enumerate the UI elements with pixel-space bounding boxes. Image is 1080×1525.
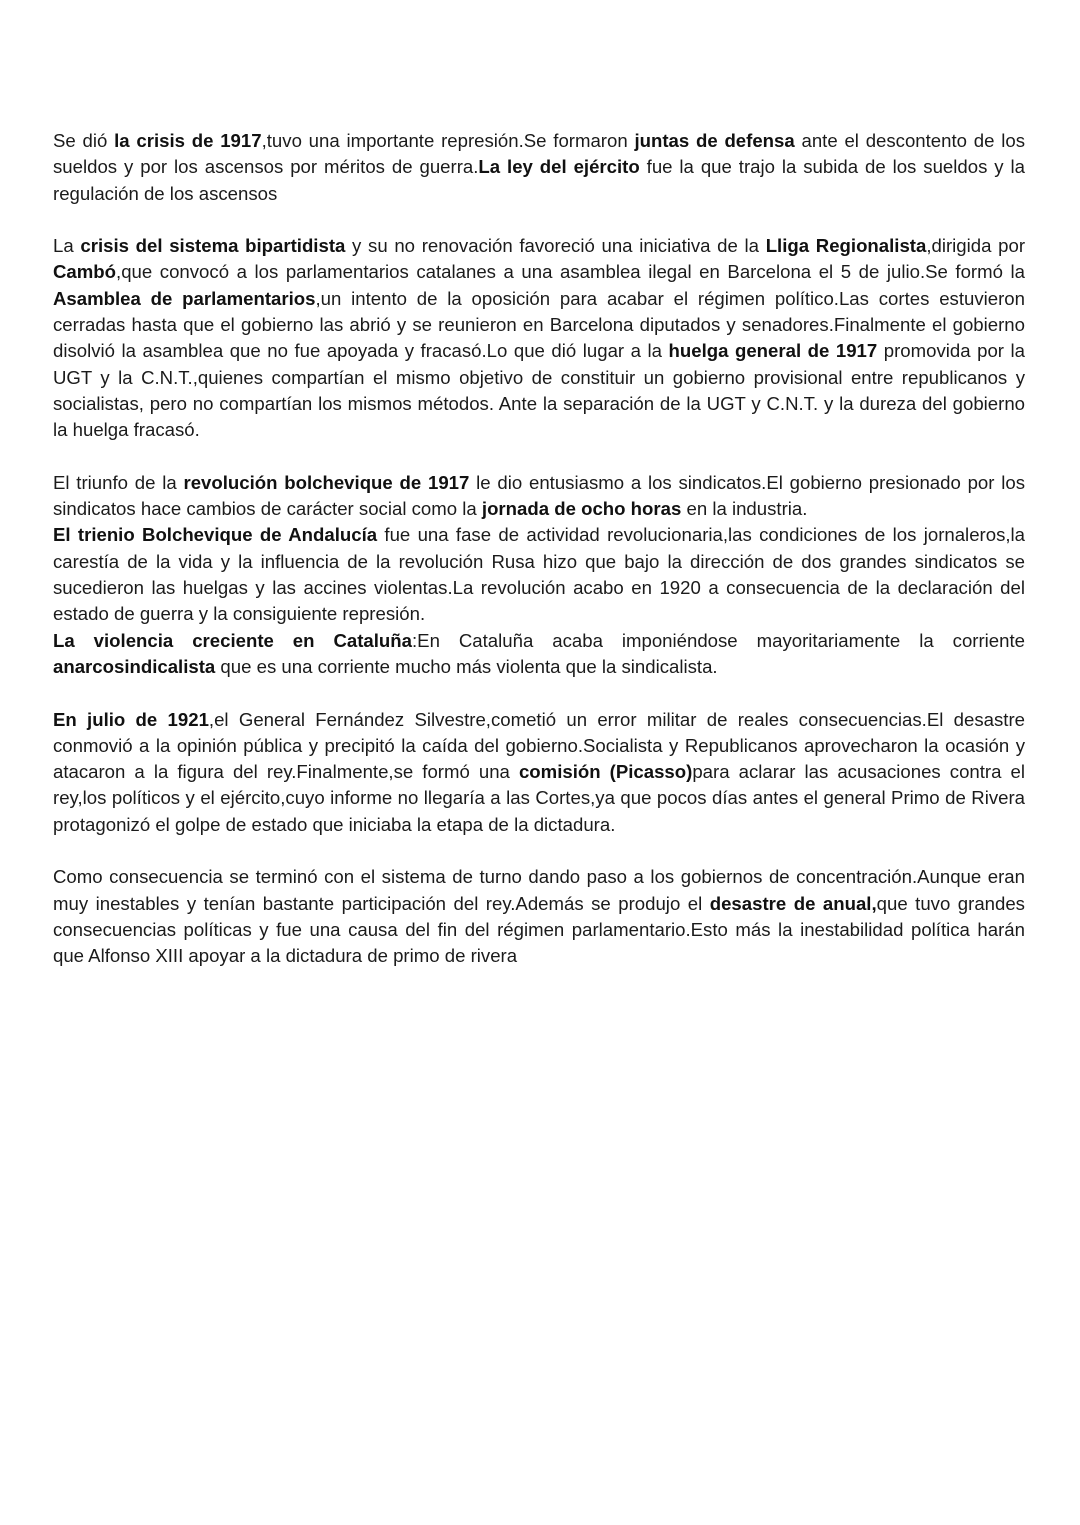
- text-segment: fue la que trajo la subida de los sueldos y la regulación de los ascensos: [53, 156, 1025, 204]
- text-segment: :En Cataluña acaba imponiéndose mayoritariamente la corriente: [412, 629, 1025, 651]
- text-segment: fue una fase de actividad revolucionaria,las condiciones de los jornaleros,la carestía de la vida y la influencia de la revolución Rusa hizo que bajo la dirección de dos grandes sindicatos se sucedieron las huelgas y las accines violentas.La revolución acabo en 1920 a consecuencia de la declaración del estado de guerra y la consiguiente represión.: [53, 524, 1026, 625]
- bold-term-desastre-anual: desastre de anual,: [709, 892, 877, 914]
- bold-term-cambo: Cambó: [53, 261, 117, 283]
- bold-term-julio-1921: En julio de 1921: [53, 708, 209, 730]
- text-segment: Como consecuencia se terminó con el sistema de turno dando paso a los gobiernos de concentración.Aunque eran muy inestables y tenían bastante participación del rey.Además se produjo el: [53, 866, 1025, 914]
- text-segment: ,dirigida por: [926, 235, 1026, 257]
- text-segment: ,el General Fernández Silvestre,cometió un error militar de reales consecuencias.El desastre conmovió a la opinión pública y precipitó la caída del gobierno.Socialista y Republicanos aprovecharon la ocasión y atacaron a la figura del rey.Finalmente,se formó una: [53, 708, 1025, 783]
- text-segment: ,un intento de la oposición para acabar el régimen político.Las cortes estuvieron cerradas hasta que el gobierno las abrió y se reunieron en Barcelona diputados y senadores.Finalmente el gobierno disolvió la asamblea que no fue apoyada y fracasó.Lo que dió lugar a la: [53, 287, 1025, 362]
- text-segment: Se dió: [53, 130, 115, 151]
- text-segment: ,que convocó a los parlamentarios catalanes a una asamblea ilegal en Barcelona el 5 de julio.Se formó la: [116, 261, 1025, 283]
- bold-term-violencia-cataluna: La violencia creciente en Cataluña: [53, 629, 412, 651]
- paragraph-consecuencias: [53, 864, 1025, 969]
- bold-term-trienio-bolchevique: El trienio Bolchevique de Andalucía: [53, 524, 378, 546]
- paragraph-julio-1921: [53, 707, 1025, 838]
- bold-term-comision-picasso: comisión (Picasso): [518, 761, 693, 783]
- text-segment: le dio entusiasmo a los sindicatos.El gobierno presionado por los sindicatos hace cambios de carácter social como la: [53, 471, 1025, 520]
- text-segment: ,tuvo una importante represión.Se formaron: [261, 130, 635, 151]
- text-segment: en la industria.: [681, 498, 808, 520]
- text-segment: y su no renovación favoreció una iniciativa de la: [345, 235, 766, 257]
- bold-term-juntas-de-defensa: juntas de defensa: [634, 130, 795, 151]
- bold-term-crisis-bipartidista: crisis del sistema bipartidista: [80, 235, 346, 257]
- text-segment: La: [53, 235, 81, 257]
- paragraph-asamblea-parlamentarios: [53, 233, 1025, 443]
- bold-term-asamblea-parlamentarios: Asamblea de parlamentarios: [53, 287, 316, 309]
- bold-term-anarcosindicalista: anarcosindicalista: [53, 655, 216, 677]
- text-segment: ante el descontento de los sueldos y por los ascensos por méritos de guerra.: [53, 130, 1025, 178]
- text-segment: promovida por la UGT y la C.N.T.,quienes compartían el mismo objetivo de constituir un gobierno provisional entre republicanos y socialistas, pero no compartían los mismos métodos. Ante la separación de la UGT y C.N.T. y la dureza del gobierno la huelga fracasó.: [53, 340, 1025, 441]
- bold-term-ley-del-ejercito: La ley del ejército: [478, 156, 640, 178]
- paragraph-crisis-1917: [53, 128, 1025, 207]
- paragraph-violencia-cataluna: [53, 628, 1025, 681]
- bold-term-crisis-1917: la crisis de 1917: [114, 130, 262, 151]
- text-segment: El triunfo de la: [53, 471, 184, 493]
- bold-term-revolucion-bolchevique: revolución bolchevique de 1917: [183, 471, 470, 493]
- text-segment: que tuvo grandes consecuencias políticas y fue una causa del fin del régimen parlamentario.Esto más la inestabilidad política harán que Alfonso XIII apoyar a la dictadura de primo de rivera: [53, 892, 1025, 967]
- paragraph-trienio-bolchevique: [53, 522, 1025, 627]
- bold-term-lliga-regionalista: Lliga Regionalista: [765, 235, 927, 257]
- bold-term-jornada-ocho-horas: jornada de ocho horas: [481, 498, 682, 520]
- text-segment: para aclarar las acusaciones contra el rey,los políticos y el ejército,cuyo informe no llegaría a las Cortes,ya que pocos días antes el general Primo de Rivera protagonizó el golpe de estado que iniciaba la etapa de la dictadura.: [53, 761, 1025, 835]
- bold-term-huelga-general-1917: huelga general de 1917: [668, 340, 878, 362]
- text-segment: que es una corriente mucho más violenta que la sindicalista.: [215, 655, 718, 677]
- paragraph-revolucion-bolchevique: [53, 470, 1025, 523]
- document-page: [53, 128, 1025, 996]
